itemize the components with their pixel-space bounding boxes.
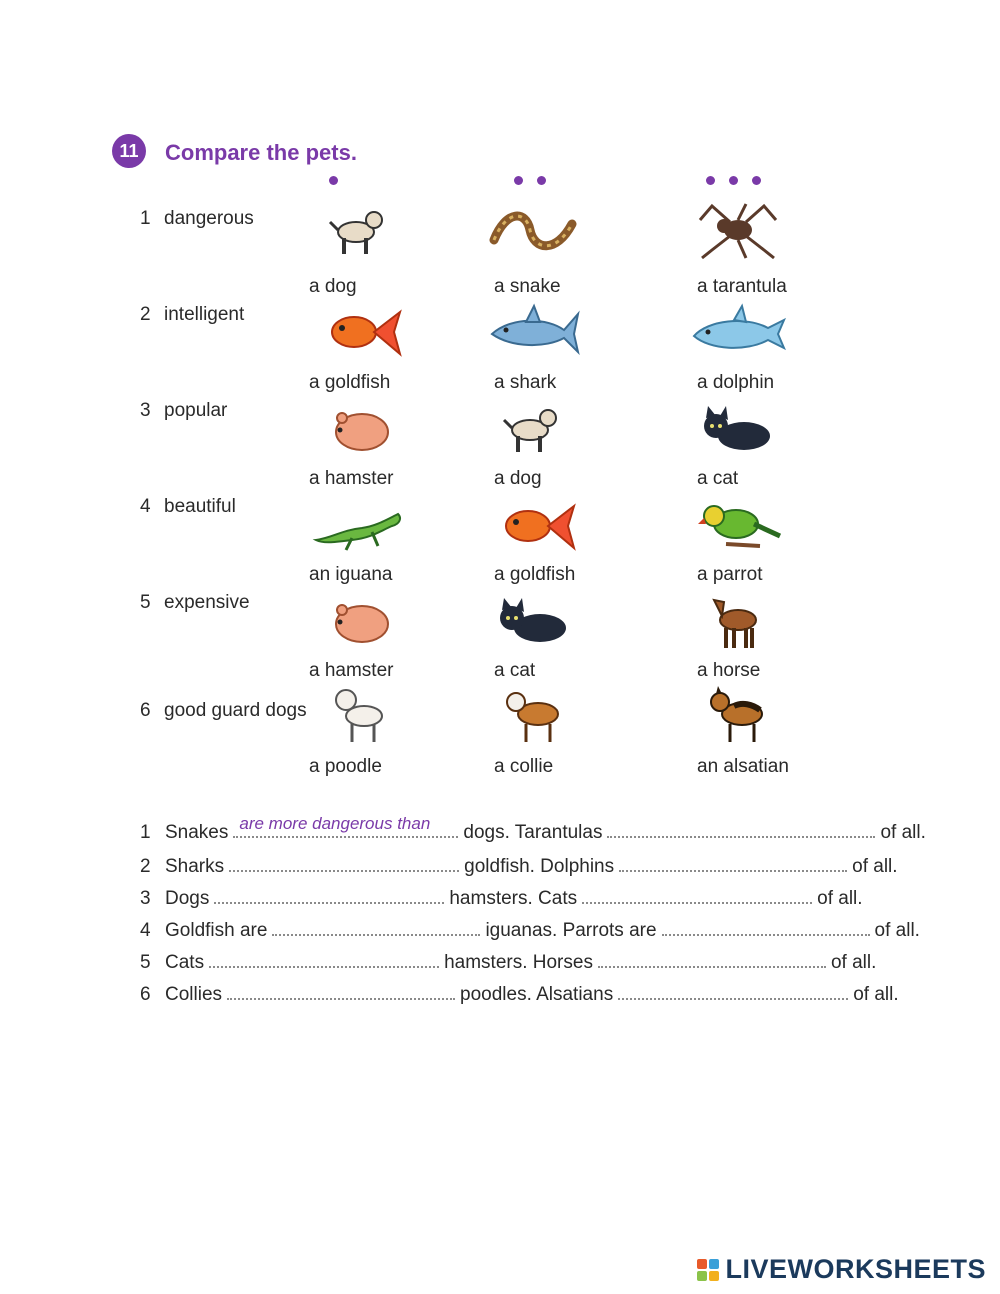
sentence-middle: iguanas. Parrots are (485, 920, 657, 941)
animal-label: a cat (494, 660, 536, 681)
sentence-number: 6 (140, 984, 151, 1005)
answer-blank-comparative[interactable] (229, 852, 459, 872)
cat-icon (486, 590, 582, 657)
animal-label: a dog (309, 276, 357, 297)
iguana-icon (312, 494, 408, 561)
answer-blank-superlative[interactable] (607, 818, 875, 838)
collie-icon (486, 684, 582, 751)
animal-label: a snake (494, 276, 561, 297)
parrot-icon (690, 494, 786, 561)
animal-label: a hamster (309, 468, 394, 489)
sentence-line (140, 916, 920, 942)
poodle-icon (312, 684, 408, 751)
animal-label: a goldfish (494, 564, 576, 585)
sentence-middle: hamsters. Cats (449, 888, 578, 909)
shark-icon (486, 300, 582, 367)
answer-blank-superlative[interactable] (662, 916, 870, 936)
row-adjective (140, 700, 307, 722)
sentence-end: of all. (853, 984, 899, 1005)
answer-blank-superlative[interactable] (618, 980, 848, 1000)
answer-blank-superlative[interactable] (619, 852, 847, 872)
answer-blank-comparative[interactable] (209, 948, 439, 968)
sentence-line (140, 884, 863, 910)
dog-icon (312, 200, 408, 267)
adjective-label: popular (164, 400, 228, 421)
one-dot-marker (329, 176, 338, 185)
sentence-end: of all. (817, 888, 863, 909)
adjective-label: good guard dogs (164, 700, 307, 721)
animal-label: a dolphin (697, 372, 775, 393)
animal-label: a tarantula (697, 276, 787, 297)
sentence-middle: hamsters. Horses (444, 952, 593, 973)
sentence-number: 4 (140, 920, 151, 941)
animal-label: a goldfish (309, 372, 391, 393)
sentence-end: of all. (830, 952, 877, 973)
exercise-number-badge: 11 (112, 134, 146, 168)
row-adjective (140, 592, 250, 614)
filled-answer: are more dangerous than (239, 814, 431, 833)
sentence-end: of all. (880, 822, 926, 843)
animal-label: an iguana (309, 564, 393, 585)
adjective-label: beautiful (164, 496, 236, 517)
adjective-label: intelligent (164, 304, 245, 325)
answer-blank-comparative[interactable] (233, 814, 458, 838)
exercise-title: Compare the pets. (165, 140, 357, 165)
horse-icon (690, 590, 786, 657)
sentence-subject: Snakes (165, 822, 229, 843)
adjective-label: expensive (164, 592, 250, 613)
tarantula-icon (690, 200, 786, 267)
snake-icon (486, 200, 582, 267)
sentence-subject: Sharks (165, 856, 225, 877)
adjective-label: dangerous (164, 208, 254, 229)
answer-blank-comparative[interactable] (227, 980, 455, 1000)
sentence-line (140, 948, 876, 974)
answer-blank-superlative[interactable] (598, 948, 826, 968)
animal-label: a hamster (309, 660, 394, 681)
animal-label: a horse (697, 660, 761, 681)
sentence-number: 5 (140, 952, 151, 973)
sentence-line (140, 814, 926, 844)
cat-icon (690, 398, 786, 465)
row-number: 1 (140, 208, 151, 229)
sentence-subject: Dogs (165, 888, 210, 909)
animal-label: an alsatian (697, 756, 789, 777)
brand-name: LIVEWORKSHEETS (725, 1254, 986, 1284)
row-number: 3 (140, 400, 151, 421)
dog-icon (486, 398, 582, 465)
animal-label: a dog (494, 468, 542, 489)
animal-label: a poodle (309, 756, 382, 777)
sentence-line (140, 852, 898, 878)
animal-label: a shark (494, 372, 557, 393)
sentence-line (140, 980, 899, 1006)
hamster-icon (312, 590, 408, 657)
sentence-subject: Goldfish are (165, 920, 268, 941)
answer-blank-superlative[interactable] (582, 884, 812, 904)
sentence-number: 2 (140, 856, 151, 877)
sentence-end: of all. (874, 920, 920, 941)
row-adjective (140, 208, 254, 230)
sentence-subject: Cats (165, 952, 205, 973)
answer-blank-comparative[interactable] (272, 916, 480, 936)
goldfish-icon (312, 300, 408, 367)
three-dot-marker (706, 176, 761, 185)
alsatian-icon (690, 684, 786, 751)
animal-label: a cat (697, 468, 739, 489)
sentence-number: 3 (140, 888, 151, 909)
row-number: 5 (140, 592, 151, 613)
animal-label: a collie (494, 756, 554, 777)
goldfish-icon (486, 494, 582, 561)
sentence-number: 1 (140, 822, 151, 843)
sentence-middle: poodles. Alsatians (460, 984, 614, 1005)
row-adjective (140, 304, 244, 326)
row-adjective (140, 496, 236, 518)
sentence-middle: goldfish. Dolphins (464, 856, 615, 877)
answer-blank-comparative[interactable] (214, 884, 444, 904)
liveworksheets-logo-icon (697, 1259, 719, 1281)
dolphin-icon (690, 300, 786, 367)
two-dot-marker (514, 176, 546, 185)
sentence-end: of all. (852, 856, 898, 877)
row-number: 6 (140, 700, 151, 721)
sentence-middle: dogs. Tarantulas (463, 822, 603, 843)
row-number: 2 (140, 304, 151, 325)
sentence-subject: Collies (165, 984, 223, 1005)
hamster-icon (312, 398, 408, 465)
liveworksheets-brand (697, 1254, 986, 1285)
row-adjective (140, 400, 227, 422)
row-number: 4 (140, 496, 151, 517)
animal-label: a parrot (697, 564, 763, 585)
